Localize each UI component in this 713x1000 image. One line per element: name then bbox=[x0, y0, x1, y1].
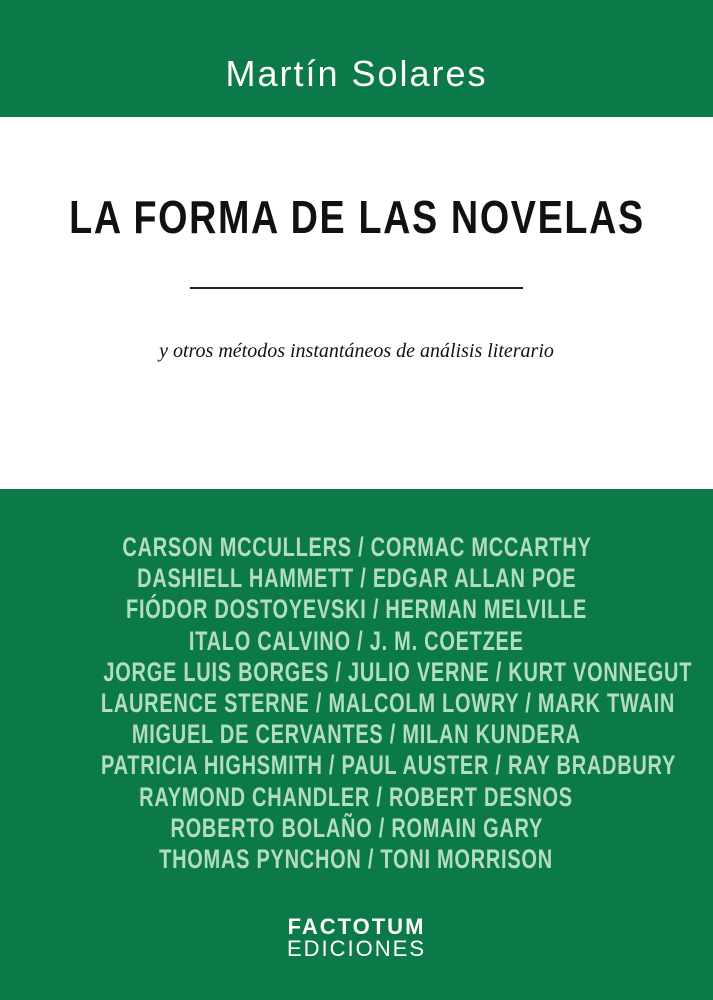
authors-line-text: ROBERTO BOLAÑO / ROMAIN GARY bbox=[170, 812, 543, 843]
authors-line-text: THOMAS PYNCHON / TONI MORRISON bbox=[159, 843, 554, 874]
authors-line-text: PATRICIA HIGHSMITH / PAUL AUSTER / RAY BRADBURY bbox=[101, 750, 677, 781]
authors-line bbox=[0, 750, 713, 781]
book-subtitle: y otros métodos instantáneos de análisis literario bbox=[159, 340, 554, 362]
authors-line bbox=[0, 844, 713, 875]
authors-line-text: JORGE LUIS BORGES / JULIO VERNE / KURT VONNEGUT bbox=[103, 656, 693, 687]
authors-line bbox=[0, 782, 713, 813]
publisher-logo bbox=[0, 916, 713, 960]
title-panel bbox=[0, 117, 713, 489]
authors-line bbox=[0, 688, 713, 719]
authors-line bbox=[0, 626, 713, 657]
authors-line-text: LAURENCE STERNE / MALCOLM LOWRY / MARK TWAIN bbox=[100, 687, 676, 718]
book-title bbox=[0, 190, 713, 244]
publisher-name: FACTOTUM bbox=[287, 914, 426, 939]
authors-line-text: DASHIELL HAMMETT / EDGAR ALLAN POE bbox=[136, 563, 577, 594]
authors-list bbox=[0, 532, 713, 875]
authors-line-text: RAYMOND CHANDLER / ROBERT DESNOS bbox=[139, 781, 574, 812]
author-name: Martín Solares bbox=[225, 53, 488, 94]
book-title-text: LA FORMA DE LAS NOVELAS bbox=[68, 191, 645, 243]
authors-line bbox=[0, 719, 713, 750]
authors-line-text: MIGUEL DE CERVANTES / MILAN KUNDERA bbox=[132, 719, 581, 750]
authors-line bbox=[0, 813, 713, 844]
authors-line bbox=[0, 657, 713, 688]
publisher-subname: EDICIONES bbox=[286, 936, 427, 961]
authors-line bbox=[0, 594, 713, 625]
divider bbox=[190, 287, 523, 289]
authors-line-text: ITALO CALVINO / J. M. COETZEE bbox=[189, 625, 524, 656]
authors-line bbox=[0, 563, 713, 594]
authors-line bbox=[0, 532, 713, 563]
authors-line-text: CARSON MCCULLERS / CORMAC MCCARTHY bbox=[121, 532, 592, 562]
authors-line-text: FIÓDOR DOSTOYEVSKI / HERMAN MELVILLE bbox=[125, 594, 588, 625]
